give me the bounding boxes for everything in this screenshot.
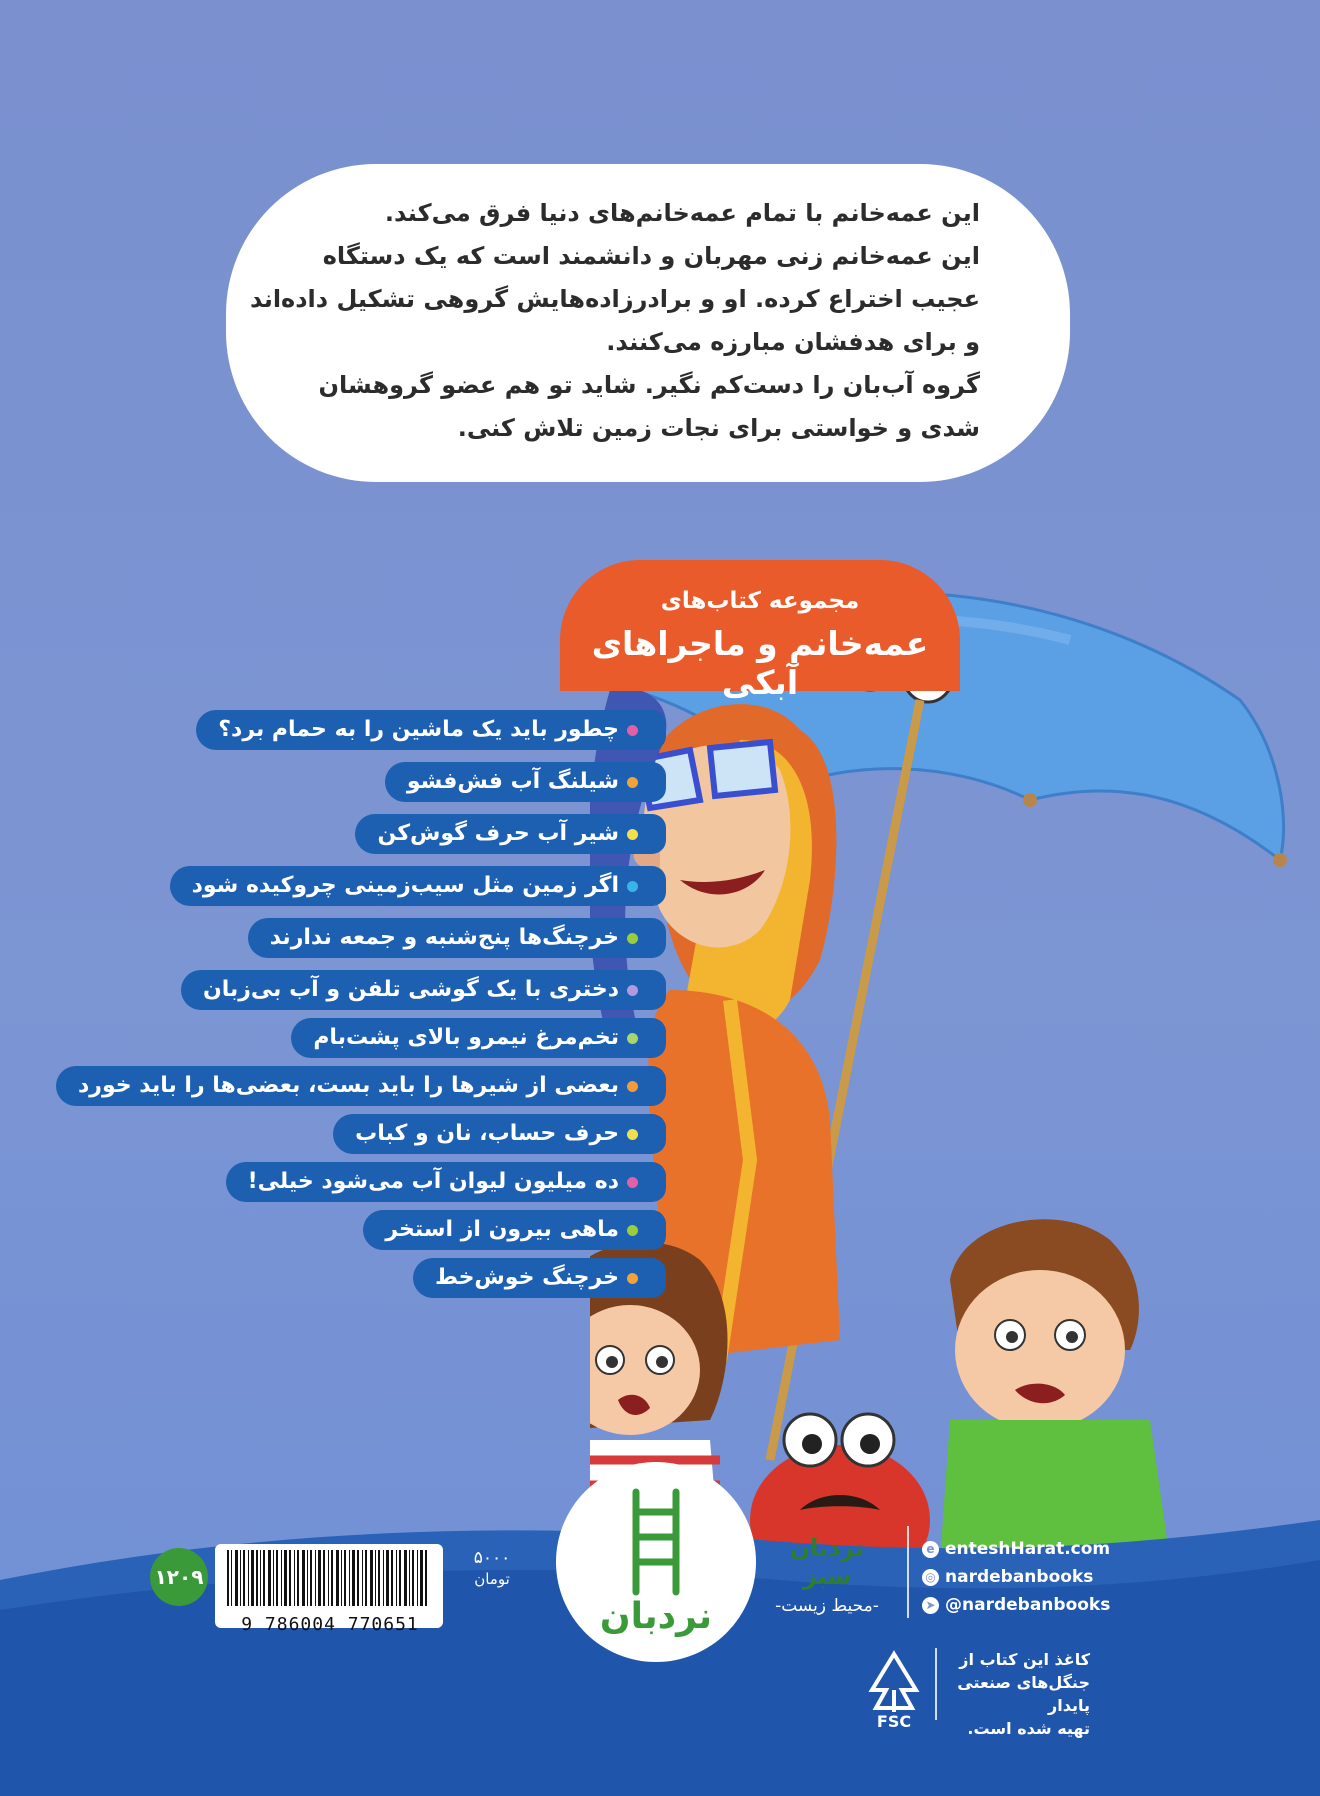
social-links: [922, 1535, 1162, 1619]
price-unit: تومان: [474, 1570, 510, 1588]
book-title: چطور باید یک ماشین را به حمام برد؟: [218, 717, 619, 742]
blurb-line-1: این عمه‌خانم با تمام عمه‌خانم‌های دنیا فرق می‌کند.: [384, 199, 980, 227]
website-text: enteshHarat.com: [945, 1539, 1111, 1559]
book-item: [363, 1210, 652, 1250]
telegram-text: @nardebanbooks: [945, 1595, 1111, 1615]
divider: [935, 1648, 937, 1720]
book-title: ده میلیون لیوان آب می‌شود خیلی!: [247, 1169, 619, 1194]
book-title: خرچنگ‌ها پنج‌شنبه و جمعه ندارند: [269, 925, 619, 950]
series-big-title: عمه‌خانم و ماجراهای آبکی: [591, 624, 929, 702]
book-item: [413, 1258, 652, 1298]
book-item: [355, 814, 652, 854]
book-item: [170, 866, 652, 906]
cover-illustration: [590, 560, 1320, 1560]
price-value: ۵۰۰۰: [473, 1548, 511, 1568]
blurb-bubble: [226, 164, 1070, 482]
imprint-name: نردبان سبز: [789, 1534, 865, 1590]
book-title: ماهی بیرون از استخر: [385, 1217, 619, 1242]
imprint: [762, 1534, 892, 1616]
bullet-dot-icon: [627, 829, 638, 840]
book-title: شیر آب حرف گوش‌کن: [377, 821, 619, 846]
bullet-dot-icon: [627, 1081, 638, 1092]
book-item: [385, 762, 652, 802]
bullet-dot-icon: [627, 1177, 638, 1188]
book-title: تخم‌مرغ نیمرو بالای پشت‌بام: [313, 1025, 619, 1050]
fsc-text-line: کاغذ این کتاب از: [959, 1650, 1090, 1669]
blurb-line-3: عجیب اختراع کرده. او و برادرزاده‌هایش گروهی تشکیل داده‌اند: [249, 285, 980, 313]
fsc-text-line: جنگل‌های صنعتی پایدار: [957, 1673, 1090, 1715]
fsc-label: FSC: [876, 1712, 912, 1731]
book-title: خرچنگ خوش‌خط: [435, 1265, 619, 1290]
isbn-number: 9 786004 770651: [241, 1614, 419, 1635]
bullet-dot-icon: [627, 1225, 638, 1236]
book-item: [226, 1162, 652, 1202]
price: [462, 1548, 522, 1588]
book-title: شیلنگ آب فش‌فشو: [406, 769, 619, 794]
fsc-text-line: تهیه شده است.: [967, 1719, 1090, 1738]
book-title: حرف حساب، نان و کباب: [355, 1121, 619, 1146]
book-item: [181, 970, 652, 1010]
code-badge: ۱۲۰۹: [150, 1548, 208, 1606]
book-item: [291, 1018, 652, 1058]
book-item: [196, 710, 652, 750]
bullet-dot-icon: [627, 985, 638, 996]
blurb-line-6: شدی و خواستی برای نجات زمین تلاش کنی.: [457, 414, 980, 442]
telegram-link[interactable]: [922, 1591, 1162, 1619]
book-title: دختری با یک گوشی تلفن و آب بی‌زبان: [202, 977, 619, 1002]
blurb-line-5: گروه آب‌بان را دست‌کم نگیر. شاید تو هم عضو گروهشان: [318, 371, 980, 399]
publisher-logo: [556, 1462, 756, 1662]
barcode-bars: [215, 1544, 443, 1610]
telegram-icon: ➤: [922, 1597, 939, 1614]
book-title: بعضی از شیرها را باید بست، بعضی‌ها را باید خورد: [78, 1073, 619, 1098]
bullet-dot-icon: [627, 1273, 638, 1284]
publisher-logo-text: نردبان: [599, 1596, 713, 1637]
boy-face: [955, 1270, 1125, 1430]
bullet-dot-icon: [627, 777, 638, 788]
divider: [907, 1526, 909, 1618]
series-small-title: مجموعه کتاب‌های: [660, 588, 860, 614]
instagram-icon: ◎: [922, 1569, 939, 1586]
book-item: [333, 1114, 652, 1154]
web-icon: e: [922, 1541, 939, 1558]
bullet-dot-icon: [627, 1129, 638, 1140]
fsc-text: [940, 1648, 1090, 1740]
bullet-dot-icon: [627, 725, 638, 736]
blurb-line-4: و برای هدفشان مبارزه می‌کنند.: [606, 328, 980, 356]
website-link[interactable]: [922, 1535, 1162, 1563]
instagram-text: nardebanbooks: [945, 1567, 1094, 1587]
bullet-dot-icon: [627, 1033, 638, 1044]
bullet-dot-icon: [627, 933, 638, 944]
instagram-link[interactable]: [922, 1563, 1162, 1591]
imprint-sub: -محیط زیست-: [775, 1596, 879, 1616]
book-title: اگر زمین مثل سیب‌زمینی چروکیده شود: [191, 873, 619, 898]
blurb-line-2: این عمه‌خانم زنی مهربان و دانشمند است که یک دستگاه: [322, 242, 980, 270]
book-item: [56, 1066, 652, 1106]
bullet-dot-icon: [627, 881, 638, 892]
series-header: [560, 560, 960, 702]
book-item: [248, 918, 652, 958]
